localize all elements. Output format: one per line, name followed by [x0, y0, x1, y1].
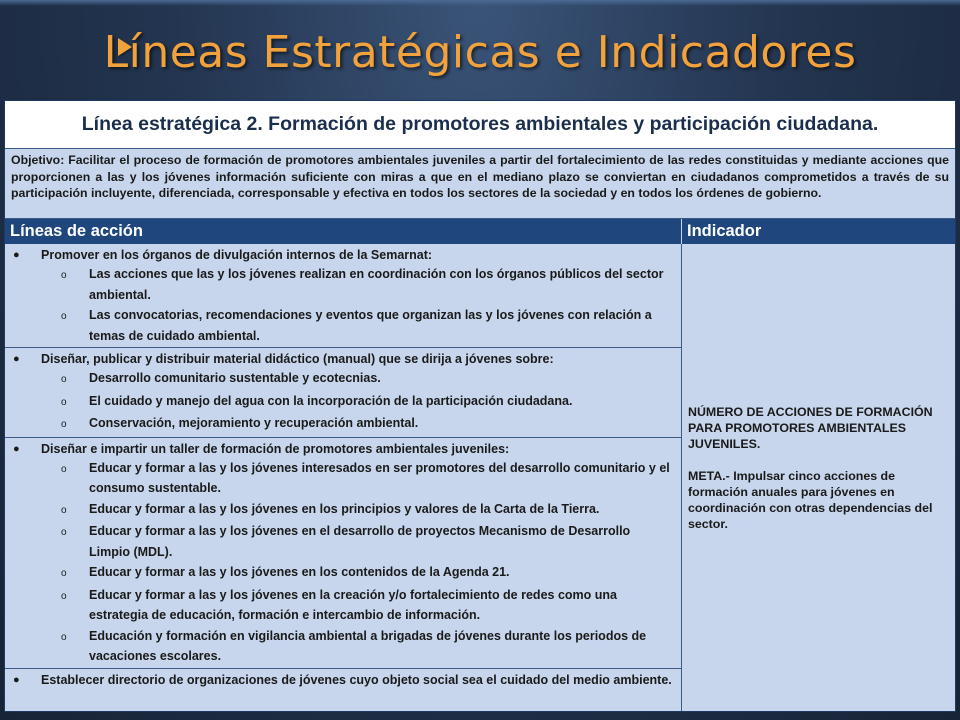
sub-bullet-icon: o	[61, 374, 67, 385]
action-sub-item-text: Conservación, mejoramiento y recuperación ambiental.	[89, 416, 419, 430]
action-group	[5, 244, 681, 348]
action-sub-item	[9, 413, 677, 436]
column-header-indicator: Indicador	[687, 222, 762, 240]
action-sub-item-text: El cuidado y manejo del agua con la incorporación de la participación ciudadana.	[89, 393, 573, 408]
sub-bullet-icon: o	[61, 631, 67, 643]
action-group	[5, 438, 681, 669]
action-sub-item	[9, 264, 677, 305]
action-sub-item	[9, 521, 677, 562]
actions-column	[5, 244, 682, 711]
action-group	[5, 669, 681, 690]
table-body-row	[5, 244, 955, 711]
sub-bullet-icon: o	[61, 419, 67, 430]
bullet-dot-icon: ●	[13, 249, 20, 261]
action-sub-item-text: Educación y formación en vigilancia ambiental a brigadas de jóvenes durante los periodos de vacaciones escolares.	[89, 628, 647, 663]
action-bullet-text: Promover en los órganos de divulgación internos de la Semarnat:	[41, 248, 433, 262]
action-sub-item-text: Educar y formar a las y los jóvenes en los contenidos de la Agenda 21.	[89, 565, 510, 579]
action-sub-item	[9, 368, 677, 391]
sub-bullet-icon: o	[61, 568, 67, 579]
action-bullet	[9, 348, 677, 368]
sub-bullet-icon: o	[61, 504, 67, 516]
action-bullet-text: Diseñar e impartir un taller de formación de promotores ambientales juveniles:	[41, 441, 510, 456]
slide-title: Líneas Estratégicas e Indicadores	[103, 27, 857, 78]
action-group	[5, 348, 681, 438]
action-sub-item-text: Las acciones que las y los jóvenes realizan en coordinación con los órganos públicos del sector ambiental.	[89, 267, 664, 302]
sub-bullet-icon: o	[61, 590, 67, 602]
action-sub-item	[9, 458, 677, 499]
bullet-dot-icon: ●	[13, 673, 20, 686]
action-sub-item	[9, 391, 677, 414]
action-sub-item	[9, 585, 677, 626]
slide-top-bevel	[0, 0, 960, 6]
action-sub-item	[9, 626, 677, 667]
indicator-cell	[682, 244, 955, 711]
bullet-dot-icon: ●	[13, 442, 20, 455]
action-sub-item-text: Educar y formar a las y los jóvenes en los principios y valores de la Carta de la Tierra.	[89, 501, 600, 516]
action-bullet	[9, 438, 677, 458]
sub-bullet-icon: o	[61, 463, 67, 475]
sub-bullet-icon: o	[61, 527, 67, 538]
sub-bullet-icon: o	[61, 270, 67, 281]
action-sub-item-text: Educar y formar a las y los jóvenes interesados en ser promotores del desarrollo comunitario y el consumo sustentable.	[89, 460, 670, 495]
action-sub-item-text: Educar y formar a las y los jóvenes en la creación y/o fortalecimiento de redes como una estrategia de educación, formación e intercambio de información.	[89, 587, 617, 622]
sub-bullet-icon: o	[61, 396, 67, 408]
action-sub-item	[9, 305, 677, 346]
action-bullet	[9, 244, 677, 264]
bullet-dot-icon: ●	[13, 353, 20, 365]
action-bullet-text: Diseñar, publicar y distribuir material didáctico (manual) que se dirija a jóvenes sobre:	[41, 352, 554, 366]
action-bullet-text: Establecer directorio de organizaciones de jóvenes cuyo objeto social sea el cuidado del medio ambiente.	[41, 672, 672, 687]
action-sub-item	[9, 562, 677, 585]
action-sub-item-text: Educar y formar a las y los jóvenes en el desarrollo de proyectos Mecanismo de Desarrollo Limpio (MDL).	[89, 524, 631, 559]
sub-bullet-icon: o	[61, 311, 67, 322]
column-header-actions: Líneas de acción	[5, 219, 682, 244]
action-sub-item-text: Las convocatorias, recomendaciones y eventos que organizan las y los jóvenes con relación a temas de cuidado ambiental.	[89, 308, 652, 343]
meta-text: META.- Impulsar cinco acciones de formación anuales para jóvenes en coordinación con otras dependencias del sector.	[688, 469, 933, 531]
strategy-table	[4, 100, 956, 712]
objective-text: Objetivo: Facilitar el proceso de formación de promotores ambientales juveniles a partir del fortalecimiento de las redes constituidas y mediante acciones que proporcionen a las y los jóvenes información suficiente con miras a que en el mediano plazo se conviertan en ciudadanos comprometidos a través de su participación incluyente, diferenciada, corresponsable y efectiva en todos los sectores de la sociedad y en todos los órdenes de gobierno.	[5, 149, 955, 219]
action-bullet	[9, 669, 677, 689]
action-sub-item-text: Desarrollo comunitario sustentable y ecotecnias.	[89, 371, 381, 385]
indicator-text: NÚMERO DE ACCIONES DE FORMACIÓN PARA PROMOTORES AMBIENTALES JUVENILES.	[688, 405, 933, 451]
table-heading: Línea estratégica 2. Formación de promotores ambientales y participación ciudadana.	[5, 101, 955, 149]
column-headers	[5, 219, 955, 244]
action-sub-item	[9, 499, 677, 522]
